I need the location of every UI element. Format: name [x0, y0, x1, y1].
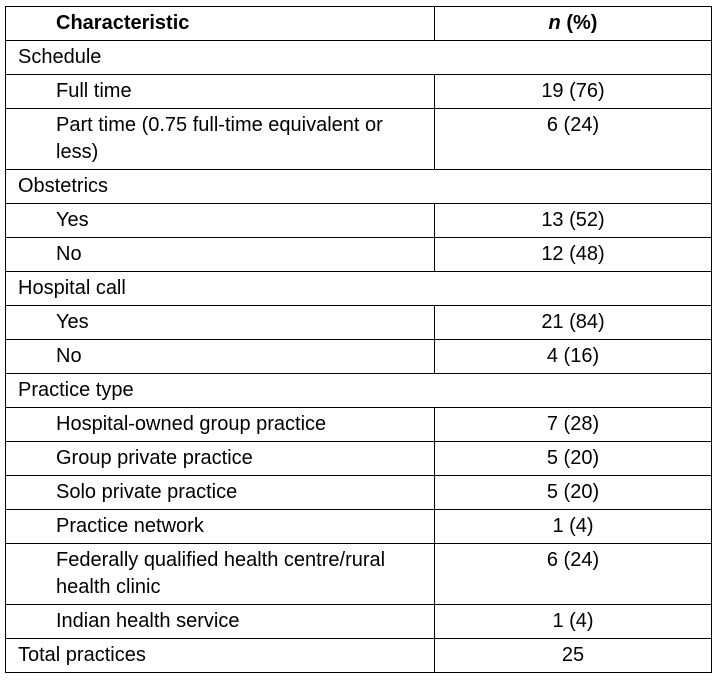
row-value: 6 (24) [435, 544, 712, 605]
row-value: 21 (84) [435, 306, 712, 340]
n-label: n [548, 12, 561, 34]
table-row [6, 109, 712, 170]
total-label: Total practices [6, 639, 435, 673]
row-value: 6 (24) [435, 109, 712, 170]
group-row-obstetrics [6, 170, 712, 204]
row-label: Practice network [6, 510, 435, 544]
table-row [6, 605, 712, 639]
table-row [6, 408, 712, 442]
row-label: Hospital-owned group practice [6, 408, 435, 442]
column-header-characteristic: Characteristic [6, 7, 435, 41]
table-row [6, 442, 712, 476]
row-label: Solo private practice [6, 476, 435, 510]
row-label: Full time [6, 75, 435, 109]
table-row [6, 306, 712, 340]
row-value: 7 (28) [435, 408, 712, 442]
row-label: No [6, 238, 435, 272]
row-value: 12 (48) [435, 238, 712, 272]
row-label: Group private practice [6, 442, 435, 476]
group-label: Obstetrics [6, 170, 712, 204]
table-row [6, 75, 712, 109]
group-row-practice-type [6, 374, 712, 408]
row-label: Federally qualified health centre/rural health clinic [6, 544, 435, 605]
row-label: No [6, 340, 435, 374]
group-label: Hospital call [6, 272, 712, 306]
row-value: 13 (52) [435, 204, 712, 238]
group-row-schedule [6, 41, 712, 75]
row-value: 4 (16) [435, 340, 712, 374]
table-row [6, 238, 712, 272]
table-row [6, 544, 712, 605]
column-header-n-percent [435, 7, 712, 41]
header-row [6, 7, 712, 41]
table-row [6, 510, 712, 544]
row-label: Part time (0.75 full-time equivalent or less) [6, 109, 435, 170]
total-value: 25 [435, 639, 712, 673]
row-value: 19 (76) [435, 75, 712, 109]
table-row [6, 204, 712, 238]
group-label: Schedule [6, 41, 712, 75]
row-label: Yes [6, 204, 435, 238]
row-value: 5 (20) [435, 442, 712, 476]
characteristics-table [5, 6, 712, 673]
table-row [6, 340, 712, 374]
row-label: Yes [6, 306, 435, 340]
total-row [6, 639, 712, 673]
table-row [6, 476, 712, 510]
percent-label: (%) [560, 12, 598, 34]
row-value: 1 (4) [435, 510, 712, 544]
group-label: Practice type [6, 374, 712, 408]
row-value: 1 (4) [435, 605, 712, 639]
row-value: 5 (20) [435, 476, 712, 510]
row-label: Indian health service [6, 605, 435, 639]
group-row-hospital-call [6, 272, 712, 306]
